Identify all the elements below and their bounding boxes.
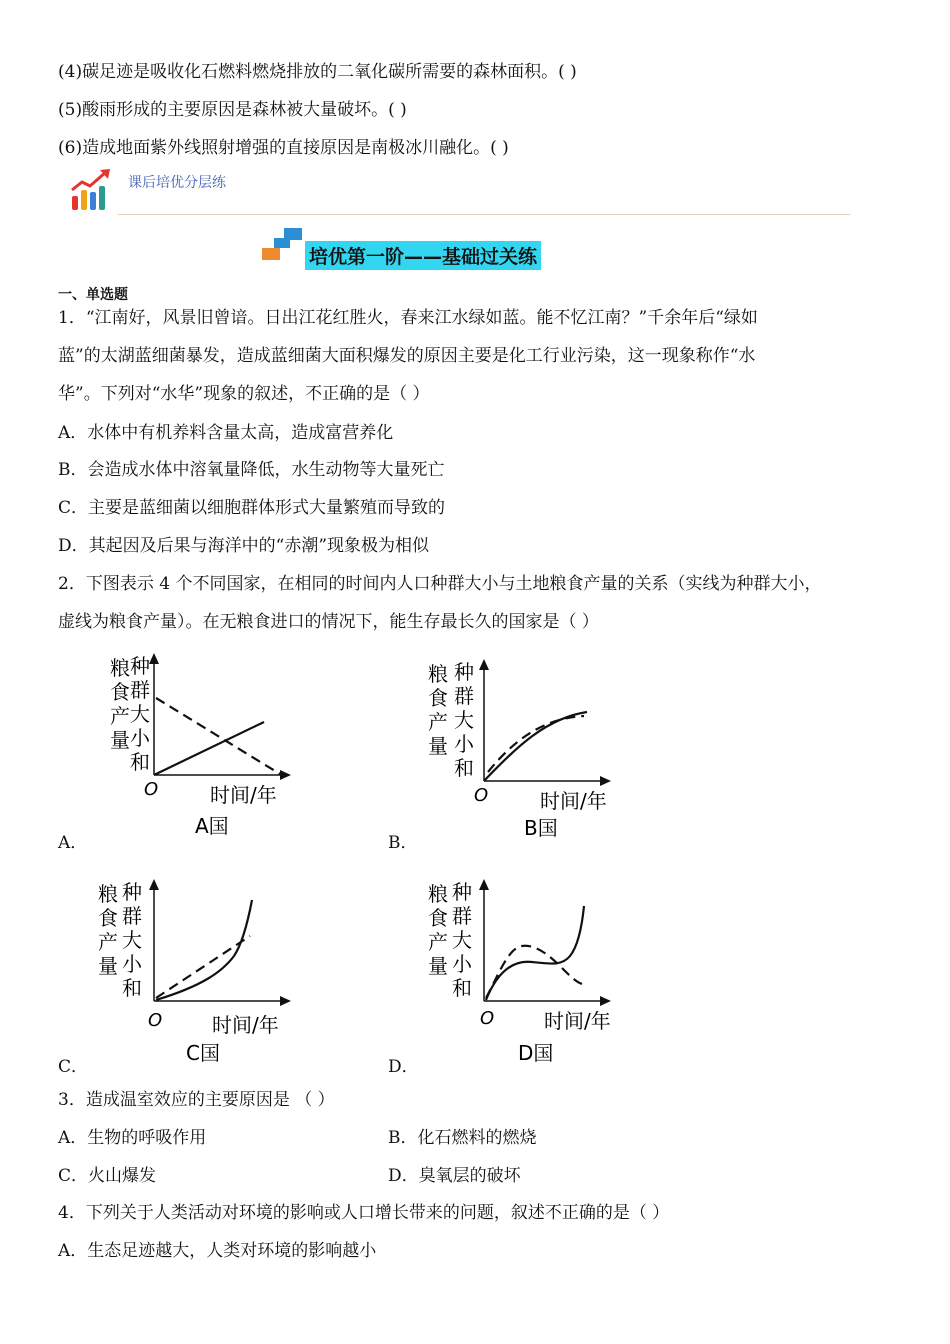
- graph-d-population-line: [486, 906, 584, 1000]
- q4-stem: 4．下列关于人类活动对环境的影响或人口增长带来的问题，叙述不正确的是（ ）: [58, 1203, 670, 1223]
- graph-a-population-line: [154, 722, 264, 775]
- graph-c-yright-1: 群: [122, 904, 142, 928]
- graph-a-food-line: [156, 698, 280, 774]
- graph-b-xlabel: 时间/年: [540, 789, 607, 813]
- graph-b-origin: O: [474, 785, 489, 806]
- section-blocks-icon: [262, 228, 304, 262]
- graph-c-yright-0: 种: [122, 880, 142, 904]
- graph-b-yleft-0: 粮: [428, 662, 448, 686]
- graph-d-yright-4: 和: [452, 976, 472, 1000]
- graph-b-population-line: [484, 712, 587, 781]
- judge-item-6: (6)造成地面紫外线照射增强的直接原因是南极冰川融化。( ): [58, 138, 509, 158]
- graph-c-yleft-3: 量: [98, 954, 118, 978]
- graph-d-yleft-0: 粮: [428, 882, 448, 906]
- graph-a-yleft-3: 量: [110, 728, 130, 752]
- graph-a-yright-2: 大: [130, 702, 150, 726]
- graph-c-population-line: [156, 900, 252, 1000]
- graph-b-yleft-1: 食: [428, 686, 448, 710]
- graph-a-xlabel: 时间/年: [210, 783, 277, 807]
- graph-c-yleft-1: 食: [98, 906, 118, 930]
- banner-label: 课后培优分层练: [128, 175, 226, 191]
- graph-c-origin: O: [148, 1010, 163, 1031]
- graph-c: [92, 876, 302, 1071]
- graph-b: [422, 656, 632, 851]
- graph-b-caption: B国: [524, 816, 558, 840]
- graph-d-origin: O: [480, 1008, 495, 1029]
- graph-c-xlabel: 时间/年: [212, 1013, 279, 1037]
- graph-d-option-label: D．: [388, 1057, 419, 1077]
- graph-c-option-label: C．: [58, 1057, 89, 1077]
- graph-d-yright-0: 种: [452, 880, 472, 904]
- graph-b-yright-0: 种: [454, 660, 474, 684]
- graph-d-yleft-2: 产: [428, 930, 448, 954]
- graph-a: [92, 650, 302, 845]
- graph-a-yleft-0: 粮: [110, 656, 130, 680]
- growth-chart-icon: [68, 168, 114, 212]
- graph-a-yright-0: 种: [130, 654, 150, 678]
- graph-b-yright-4: 和: [454, 756, 474, 780]
- graph-a-option-label: A．: [58, 833, 88, 853]
- graph-d-food-line: [486, 946, 582, 998]
- q1-stem-line-3: 华”。下列对“水华”现象的叙述，不正确的是（ ）: [58, 384, 430, 404]
- graph-a-yleft-2: 产: [110, 704, 130, 728]
- graph-d-yright-2: 大: [452, 928, 472, 952]
- graph-a-origin: O: [144, 779, 159, 800]
- graph-c-yleft-0: 粮: [98, 882, 118, 906]
- q1-stem-line-2: 蓝”的太湖蓝细菌暴发，造成蓝细菌大面积爆发的原因主要是化工行业污染，这一现象称作“水: [58, 346, 756, 366]
- graph-d-caption: D国: [518, 1041, 554, 1065]
- section-title: 培优第一阶——基础过关练: [305, 241, 541, 270]
- graph-c-caption: C国: [186, 1041, 220, 1065]
- graph-c-food-line: [156, 936, 250, 998]
- graph-a-axes: [149, 653, 291, 780]
- graph-a-yleft-1: 食: [110, 680, 130, 704]
- q1-option-a: A．水体中有机养料含量太高，造成富营养化: [58, 423, 394, 443]
- q3-stem: 3．造成温室效应的主要原因是 （ ）: [58, 1090, 335, 1110]
- graph-d-yleft-3: 量: [428, 954, 448, 978]
- graph-b-yright-2: 大: [454, 708, 474, 732]
- graph-a-caption: A国: [195, 814, 229, 838]
- graph-c-yright-2: 大: [122, 928, 142, 952]
- graph-b-option-label: B．: [388, 833, 418, 853]
- part-heading: 一、单选题: [58, 287, 128, 303]
- graph-b-yleft-2: 产: [428, 710, 448, 734]
- graph-c-axes: [149, 879, 291, 1006]
- graph-c-yright-4: 和: [122, 976, 142, 1000]
- graph-d-yright-1: 群: [452, 904, 472, 928]
- q2-stem-line-2: 虚线为粮食产量）。在无粮食进口的情况下，能生存最长久的国家是（ ）: [58, 612, 599, 632]
- graph-b-yright-1: 群: [454, 684, 474, 708]
- banner-divider: [118, 214, 850, 215]
- graph-d: [422, 876, 632, 1071]
- graph-a-yright-3: 小: [130, 726, 150, 750]
- graph-c-yleft-2: 产: [98, 930, 118, 954]
- q2-stem-line-1: 2．下图表示 4 个不同国家，在相同的时间内人口种群大小与土地粮食产量的关系（实线为种群大小，: [58, 574, 822, 594]
- graph-c-yright-3: 小: [122, 952, 142, 976]
- q3-option-a: A．生物的呼吸作用: [58, 1128, 207, 1148]
- q3-option-c: C．火山爆发: [58, 1166, 157, 1186]
- judge-item-5: (5)酸雨形成的主要原因是森林被大量破坏。( ): [58, 100, 407, 120]
- q4-option-a: A．生态足迹越大，人类对环境的影响越小: [58, 1241, 377, 1261]
- q3-option-b: B．化石燃料的燃烧: [388, 1128, 537, 1148]
- graph-b-yleft-3: 量: [428, 734, 448, 758]
- graph-d-yleft-1: 食: [428, 906, 448, 930]
- q1-option-c: C．主要是蓝细菌以细胞群体形式大量繁殖而导致的: [58, 498, 446, 518]
- graph-d-xlabel: 时间/年: [544, 1009, 611, 1033]
- graph-b-yright-3: 小: [454, 732, 474, 756]
- q1-option-d: D．其起因及后果与海洋中的“赤潮”现象极为相似: [58, 536, 430, 556]
- judge-item-4: (4)碳足迹是吸收化石燃料燃烧排放的二氧化碳所需要的森林面积。( ): [58, 62, 577, 82]
- graph-a-yright-1: 群: [130, 678, 150, 702]
- graph-d-yright-3: 小: [452, 952, 472, 976]
- graph-a-yright-4: 和: [130, 750, 150, 774]
- q1-option-b: B．会造成水体中溶氧量降低，水生动物等大量死亡: [58, 460, 445, 480]
- graph-d-axes: [479, 879, 611, 1006]
- q1-stem-line-1: 1．“江南好，风景旧曾谙。日出江花红胜火，春来江水绿如蓝。能不忆江南？”千余年后“绿如: [58, 308, 758, 328]
- q3-option-d: D．臭氧层的破坏: [388, 1166, 521, 1186]
